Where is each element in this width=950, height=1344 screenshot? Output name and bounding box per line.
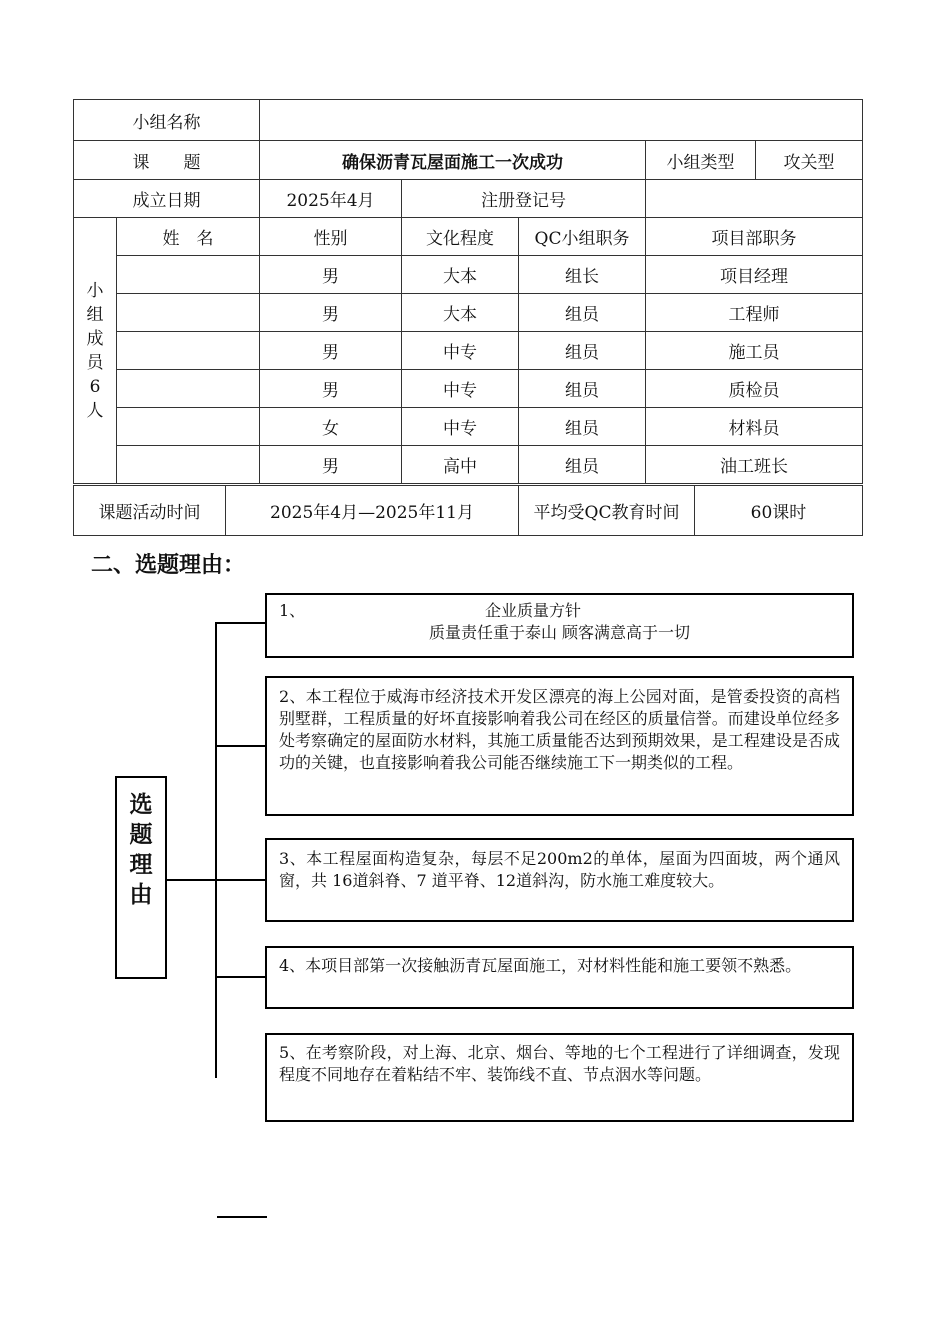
member-gender: 男 — [260, 446, 402, 484]
section-title: 二、选题理由： — [91, 553, 246, 578]
member-education: 中专 — [402, 408, 519, 446]
member-name — [117, 256, 260, 294]
member-dept-role: 油工班长 — [646, 446, 863, 484]
member-dept-role: 材料员 — [646, 408, 863, 446]
reason-3-text: 3、本工程屋面构造复杂，每层不足200m2的单体，屋面为四面坡，两个通风窗，共 16道斜脊、7 道平脊、12道斜沟，防水施工难度较大。 — [279, 849, 840, 890]
member-education: 中专 — [402, 332, 519, 370]
founded-label: 成立日期 — [74, 180, 260, 218]
topic-value: 确保沥青瓦屋面施工一次成功 — [260, 141, 646, 180]
side-connector-line — [167, 879, 216, 881]
qc-group-info-table — [73, 99, 863, 484]
member-gender: 女 — [260, 408, 402, 446]
group-name-label: 小组名称 — [74, 100, 260, 141]
table-row — [74, 294, 863, 332]
member-dept-role: 工程师 — [646, 294, 863, 332]
founded-value: 2025年4月 — [260, 180, 402, 218]
activity-label: 课题活动时间 — [74, 486, 226, 536]
member-dept-role: 项目经理 — [646, 256, 863, 294]
header-qc-role: QC小组职务 — [519, 218, 646, 256]
reason-4-text: 4、本项目部第一次接触沥青瓦屋面施工，对材料性能和施工要领不熟悉。 — [279, 956, 802, 975]
member-gender: 男 — [260, 294, 402, 332]
header-dept-role: 项目部职务 — [646, 218, 863, 256]
member-qc-role: 组员 — [519, 332, 646, 370]
member-gender: 男 — [260, 256, 402, 294]
activity-table — [73, 485, 863, 536]
reason-box-3 — [265, 838, 854, 922]
member-qc-role: 组员 — [519, 408, 646, 446]
topic-label: 课 题 — [74, 141, 260, 180]
table-row — [74, 408, 863, 446]
bottom-stray-line — [217, 1216, 267, 1218]
member-dept-role: 施工员 — [646, 332, 863, 370]
member-name — [117, 370, 260, 408]
members-label: 小 组 成 员 6 人 — [74, 218, 117, 484]
member-qc-role: 组员 — [519, 446, 646, 484]
group-type-label: 小组类型 — [646, 141, 756, 180]
edu-time-value: 60课时 — [695, 486, 863, 536]
branch-line-1 — [216, 622, 266, 624]
header-education: 文化程度 — [402, 218, 519, 256]
member-education: 大本 — [402, 256, 519, 294]
reason-1-text: 质量责任重于泰山 顾客满意高于一切 — [428, 623, 691, 642]
member-name — [117, 332, 260, 370]
member-education: 大本 — [402, 294, 519, 332]
reason-box-4 — [265, 946, 854, 1009]
reason-box-1 — [265, 593, 854, 658]
branch-line-2 — [216, 745, 266, 747]
member-gender: 男 — [260, 332, 402, 370]
member-name — [117, 408, 260, 446]
member-gender: 男 — [260, 370, 402, 408]
registration-label: 注册登记号 — [402, 180, 646, 218]
member-qc-role: 组员 — [519, 370, 646, 408]
edu-time-label: 平均受QC教育时间 — [519, 486, 695, 536]
header-gender: 性别 — [260, 218, 402, 256]
table-row — [74, 370, 863, 408]
reason-1-title: 企业质量方针 — [485, 601, 582, 620]
member-name — [117, 294, 260, 332]
reason-2-text: 2、本工程位于威海市经济技术开发区漂亮的海上公园对面，是管委投资的高档别墅群，工程质量的好坏直接影响着我公司在经区的质量信誉。而建设单位经多处考察确定的屋面防水材料，其施工质量能否达到预期效果，是工程建设是否成功的关键，也直接影响着我公司能否继续施工下一期类似的工程。 — [279, 687, 840, 772]
branch-line-3 — [216, 879, 266, 881]
group-type-value: 攻关型 — [756, 141, 863, 180]
member-education: 中专 — [402, 370, 519, 408]
branch-line-4 — [216, 976, 266, 978]
member-qc-role: 组长 — [519, 256, 646, 294]
table-row — [74, 332, 863, 370]
reason-box-5 — [265, 1033, 854, 1122]
table-row — [74, 446, 863, 484]
member-dept-role: 质检员 — [646, 370, 863, 408]
reason-box-2 — [265, 676, 854, 816]
member-qc-role: 组员 — [519, 294, 646, 332]
reason-5-text: 5、在考察阶段，对上海、北京、烟台、等地的七个工程进行了详细调查，发现程度不同地存在着粘结不牢、装饰线不直、节点洇水等问题。 — [279, 1043, 840, 1084]
member-name — [117, 446, 260, 484]
group-name-value — [260, 100, 863, 141]
reason-1-number: 1、 — [279, 601, 306, 620]
table-row — [74, 256, 863, 294]
header-name: 姓 名 — [117, 218, 260, 256]
activity-value: 2025年4月—2025年11月 — [226, 486, 519, 536]
tree-trunk-line — [215, 622, 217, 1078]
registration-value — [646, 180, 863, 218]
member-education: 高中 — [402, 446, 519, 484]
reason-side-label: 选 题 理 由 — [115, 776, 167, 979]
